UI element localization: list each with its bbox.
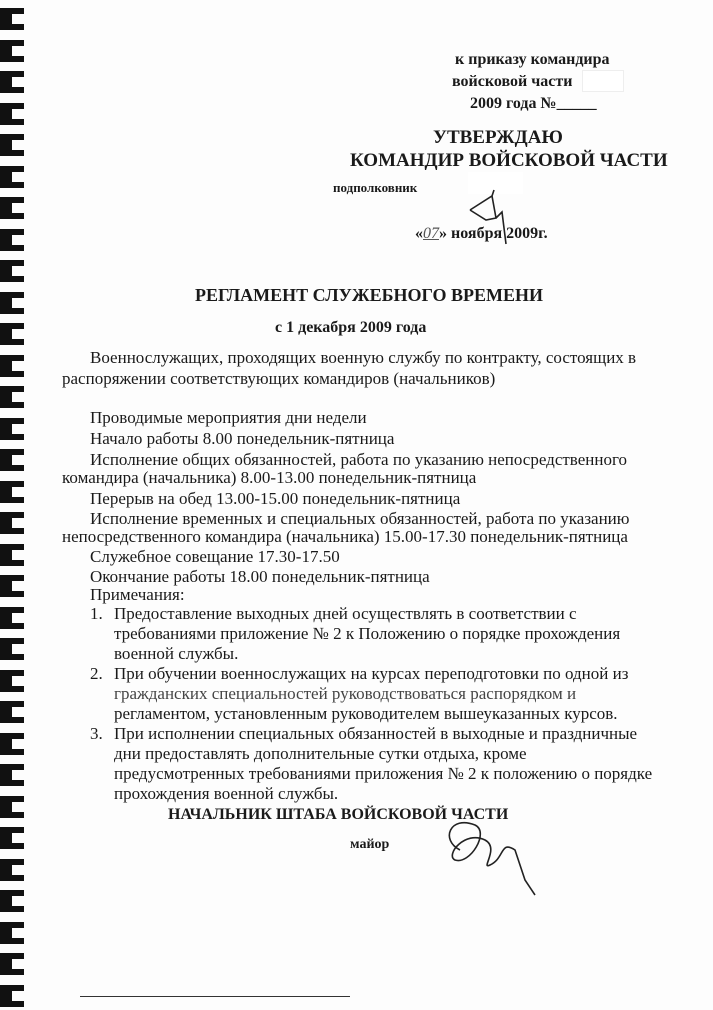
binding-hole bbox=[0, 355, 24, 377]
schedule-line: Окончание работы 18.00 понедельник-пятница bbox=[90, 567, 430, 586]
note-line: прохождения военной службы. bbox=[114, 784, 339, 803]
order-ref-line1: к приказу командира bbox=[455, 51, 610, 68]
binding-hole bbox=[0, 449, 24, 471]
binding-hole bbox=[0, 8, 24, 30]
redacted-block bbox=[582, 70, 624, 92]
binding-hole bbox=[0, 418, 24, 440]
schedule-line: Исполнение общих обязанностей, работа по указанию непосредственного bbox=[90, 450, 628, 469]
note-line: предусмотренных требованиями приложения № 2 к положению о порядке bbox=[114, 764, 653, 783]
order-ref-line3: 2009 года №_____ bbox=[470, 95, 597, 112]
note-line: При обучении военнослужащих на курсах переподготовки по одной из bbox=[114, 664, 629, 683]
binding-hole bbox=[0, 40, 24, 62]
notes-heading: Примечания: bbox=[90, 585, 185, 604]
binding-hole bbox=[0, 166, 24, 188]
schedule-line: командира (начальника) 8.00-13.00 понедельник-пятница bbox=[62, 468, 477, 487]
binding-hole bbox=[0, 575, 24, 597]
binding-hole bbox=[0, 796, 24, 818]
order-ref-line2: войсковой части bbox=[452, 73, 573, 90]
note-line: гражданских специальностей руководствоваться распорядком и bbox=[114, 684, 577, 703]
binding-hole bbox=[0, 827, 24, 849]
note-line: дни предоставлять дополнительные сутки отдыха, кроме bbox=[114, 744, 527, 763]
schedule-line: непосредственного командира (начальника) 15.00-17.30 понедельник-пятница bbox=[62, 527, 628, 546]
binding-hole bbox=[0, 134, 24, 156]
binding-hole bbox=[0, 386, 24, 408]
bottom-rule bbox=[80, 996, 350, 997]
binding-hole bbox=[0, 103, 24, 125]
schedule-line: Исполнение временных и специальных обязанностей, работа по указанию bbox=[90, 509, 630, 528]
commander-heading: КОМАНДИР ВОЙСКОВОЙ ЧАСТИ bbox=[350, 150, 668, 171]
binding-hole bbox=[0, 292, 24, 314]
binding-hole bbox=[0, 544, 24, 566]
schedule-line: Начало работы 8.00 понедельник-пятница bbox=[90, 429, 395, 448]
binding-hole bbox=[0, 985, 24, 1007]
note-line: Предоставление выходных дней осуществлять в соответствии с bbox=[114, 604, 577, 623]
note-number: 1. bbox=[90, 604, 103, 623]
intro-line: распоряжении соответствующих командиров (начальников) bbox=[62, 369, 496, 388]
approve-heading: УТВЕРЖДАЮ bbox=[433, 127, 563, 148]
binding-hole bbox=[0, 607, 24, 629]
binding-hole bbox=[0, 197, 24, 219]
binding-hole bbox=[0, 481, 24, 503]
date-month-year: » ноября 2009г. bbox=[439, 225, 548, 242]
binding-hole bbox=[0, 71, 24, 93]
intro-line: Военнослужащих, проходящих военную службу по контракту, состоящих в bbox=[90, 348, 637, 367]
binding-strip bbox=[0, 0, 30, 1010]
note-line: требованиями приложение № 2 к Положению о порядке прохождения bbox=[114, 624, 621, 643]
document-title: РЕГЛАМЕНТ СЛУЖЕБНОГО ВРЕМЕНИ bbox=[195, 285, 544, 305]
binding-hole bbox=[0, 512, 24, 534]
binding-hole bbox=[0, 638, 24, 660]
binding-hole bbox=[0, 701, 24, 723]
binding-hole bbox=[0, 260, 24, 282]
note-line: При исполнении специальных обязанностей в выходные и праздничные bbox=[114, 724, 638, 743]
binding-hole bbox=[0, 953, 24, 975]
binding-hole bbox=[0, 670, 24, 692]
note-number: 2. bbox=[90, 664, 103, 683]
binding-hole bbox=[0, 733, 24, 755]
schedule-line: Перерыв на обед 13.00-15.00 понедельник-пятница bbox=[90, 489, 461, 508]
binding-hole bbox=[0, 922, 24, 944]
approval-date bbox=[415, 224, 548, 244]
schedule-line: Служебное совещание 17.30-17.50 bbox=[90, 547, 340, 566]
schedule-line: Проводимые мероприятия дни недели bbox=[90, 408, 367, 427]
commander-rank: подполковник bbox=[333, 180, 418, 195]
date-quote: « bbox=[415, 225, 423, 242]
document-subtitle: с 1 декабря 2009 года bbox=[275, 319, 427, 336]
note-line: военной службы. bbox=[114, 644, 239, 663]
binding-hole bbox=[0, 764, 24, 786]
chief-signature bbox=[430, 810, 540, 900]
binding-hole bbox=[0, 890, 24, 912]
chief-of-staff-heading: НАЧАЛЬНИК ШТАБА ВОЙСКОВОЙ ЧАСТИ bbox=[168, 806, 509, 823]
note-line: регламентом, установленным руководителем вышеуказанных курсов. bbox=[114, 704, 618, 723]
date-day: 07 bbox=[423, 225, 439, 242]
binding-hole bbox=[0, 229, 24, 251]
chief-rank: майор bbox=[350, 837, 390, 852]
binding-hole bbox=[0, 323, 24, 345]
note-number: 3. bbox=[90, 724, 103, 743]
binding-hole bbox=[0, 859, 24, 881]
